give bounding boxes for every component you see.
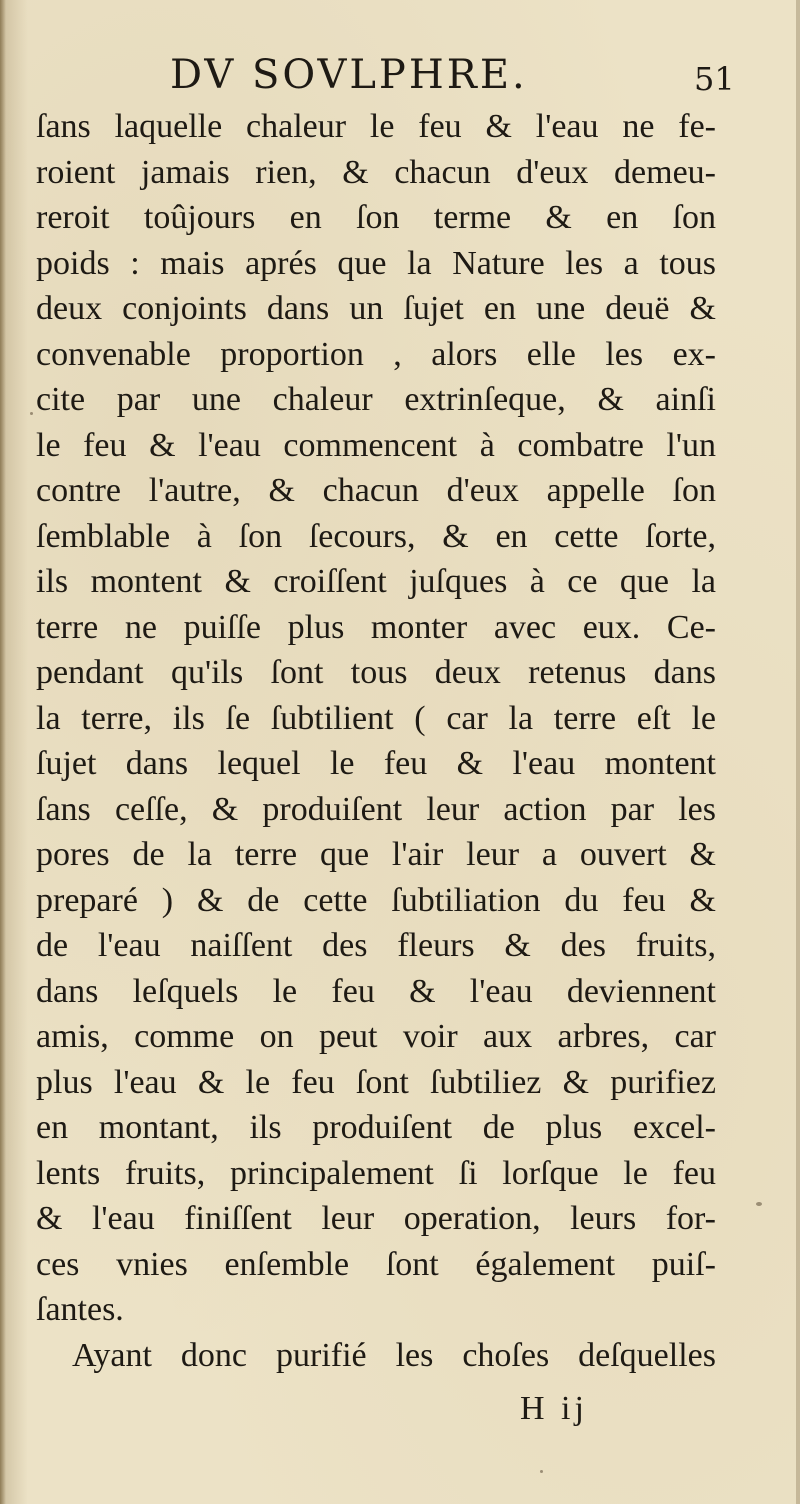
text-line: terre ne puiſſe plus monter avec eux. Ce- [36, 608, 716, 646]
text-line: en montant, ils produiſent de plus excel- [36, 1109, 716, 1146]
text-line: contre l'autre, & chacun d'eux appelle ſon [36, 472, 716, 509]
text-line: ſans laquelle chaleur le feu & l'eau ne fe- [36, 108, 716, 145]
text-line: plus l'eau & le feu ſont ſubtiliez & purifiez [36, 1063, 716, 1101]
paper-speck [30, 412, 33, 415]
gutter-shadow [0, 0, 6, 1504]
text-line: lents fruits, principalement ſi lorſque le feu [36, 1154, 716, 1192]
body-text [36, 104, 716, 1378]
page-edge [796, 0, 800, 1504]
page-number: 51 [694, 60, 735, 98]
text-line: le feu & l'eau commencent à combatre l'un [36, 426, 716, 464]
text-line: dans leſquels le feu & l'eau deviennent [36, 972, 716, 1010]
text-line: deux conjoints dans un ſujet en une deuë & [36, 290, 716, 327]
text-line: ces vnies enſemble ſont également puiſ- [36, 1245, 716, 1283]
text-line: amis, comme on peut voir aux arbres, car [36, 1018, 716, 1055]
text-line: roient jamais rien, & chacun d'eux demeu- [36, 153, 716, 191]
text-line: preparé ) & de cette ſubtiliation du feu & [36, 881, 716, 919]
text-line: ſemblable à ſon ſecours, & en cette ſorte, [36, 517, 716, 555]
text-line: & l'eau finiſſent leur operation, leurs for- [36, 1200, 716, 1237]
text-line: cite par une chaleur extrinſeque, & ainſi [36, 381, 716, 418]
running-head: DV SOVLPHRE. [170, 52, 528, 98]
text-line: ils montent & croiſſent juſques à ce que la [36, 563, 716, 600]
text-line: la terre, ils ſe ſubtilient ( car la terre eſt le [36, 699, 716, 737]
text-line: pores de la terre que l'air leur a ouvert & [36, 836, 716, 873]
paper-speck [756, 1202, 762, 1206]
text-line: de l'eau naiſſent des fleurs & des fruits, [36, 927, 716, 964]
text-line: pendant qu'ils ſont tous deux retenus dans [36, 654, 716, 691]
paper-speck [540, 1470, 543, 1473]
signature-mark: H ij [520, 1390, 588, 1427]
text-line: convenable proportion , alors elle les ex- [36, 335, 716, 373]
text-line: reroit toûjours en ſon terme & en ſon [36, 199, 716, 236]
text-line: ſantes. [36, 1291, 124, 1328]
text-line: ſujet dans lequel le feu & l'eau montent [36, 745, 716, 782]
text-line: ſans ceſſe, & produiſent leur action par les [36, 790, 716, 828]
text-line: Ayant donc purifié les choſes deſquelles [72, 1336, 716, 1374]
text-line: poids : mais aprés que la Nature les a tous [36, 244, 716, 282]
